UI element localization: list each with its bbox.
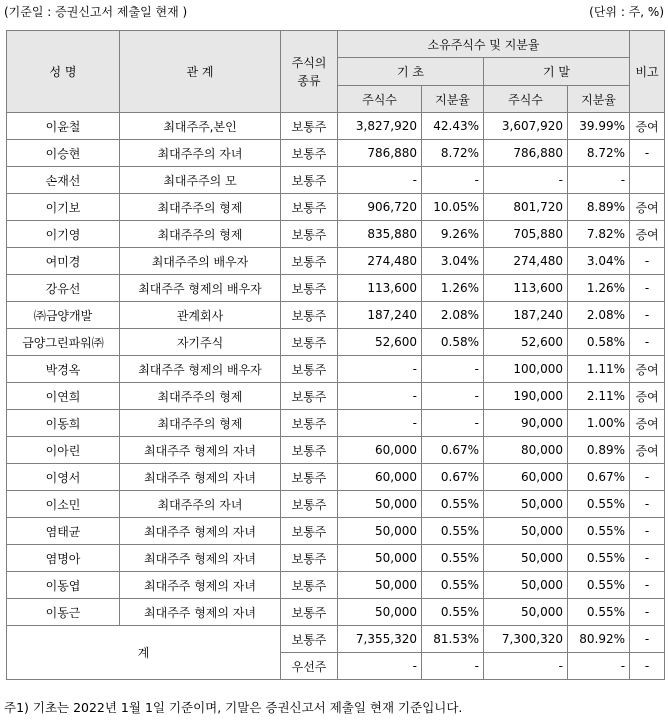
total-start-ratio-cell: - <box>422 653 484 680</box>
remark-cell: 증여 <box>630 194 665 221</box>
relation-cell: 최대주주 형제의 자녀 <box>120 518 281 545</box>
start-shares-cell: - <box>338 383 422 410</box>
total-start-shares-cell: 7,355,320 <box>338 626 422 653</box>
name-cell: 이윤철 <box>7 113 120 140</box>
total-row-common <box>7 626 665 653</box>
total-remark-cell: - <box>630 626 665 653</box>
start-shares-cell: 187,240 <box>338 302 422 329</box>
stock-type-cell: 보통주 <box>281 329 338 356</box>
start-ratio-cell: - <box>422 410 484 437</box>
start-ratio-cell: 3.04% <box>422 248 484 275</box>
start-shares-cell: - <box>338 410 422 437</box>
remark-cell: - <box>630 275 665 302</box>
end-ratio-cell: 2.11% <box>568 383 630 410</box>
start-ratio-cell: 0.55% <box>422 572 484 599</box>
name-cell: 염태균 <box>7 518 120 545</box>
table-row <box>7 410 665 437</box>
start-shares-cell: 52,600 <box>338 329 422 356</box>
stock-type-cell: 보통주 <box>281 248 338 275</box>
end-shares-cell: 190,000 <box>484 383 568 410</box>
remark-cell: - <box>630 518 665 545</box>
end-shares-cell: 113,600 <box>484 275 568 302</box>
relation-cell: 최대주주 형제의 배우자 <box>120 356 281 383</box>
end-ratio-cell: 8.72% <box>568 140 630 167</box>
table-row <box>7 545 665 572</box>
start-ratio-cell: 10.05% <box>422 194 484 221</box>
end-shares-cell: 786,880 <box>484 140 568 167</box>
total-remark-cell: - <box>630 653 665 680</box>
end-ratio-cell: 39.99% <box>568 113 630 140</box>
remark-cell: - <box>630 572 665 599</box>
total-start-shares-cell: - <box>338 653 422 680</box>
relation-cell: 최대주주의 자녀 <box>120 140 281 167</box>
relation-cell: 최대주주 형제의 자녀 <box>120 437 281 464</box>
col-start-header: 기 초 <box>338 58 484 86</box>
end-shares-cell: 100,000 <box>484 356 568 383</box>
remark-cell: 증여 <box>630 356 665 383</box>
start-ratio-cell: - <box>422 356 484 383</box>
name-cell: 이동희 <box>7 410 120 437</box>
name-cell: 이연희 <box>7 383 120 410</box>
remark-cell: 증여 <box>630 113 665 140</box>
start-shares-cell: - <box>338 167 422 194</box>
relation-cell: 최대주주의 모 <box>120 167 281 194</box>
name-cell: 이영서 <box>7 464 120 491</box>
end-shares-cell: 80,000 <box>484 437 568 464</box>
end-shares-cell: 50,000 <box>484 572 568 599</box>
stock-type-cell: 보통주 <box>281 140 338 167</box>
total-end-ratio-cell: - <box>568 653 630 680</box>
relation-cell: 최대주주의 형제 <box>120 221 281 248</box>
end-ratio-cell: 1.00% <box>568 410 630 437</box>
table-row <box>7 302 665 329</box>
total-label: 계 <box>7 626 281 680</box>
stock-type-cell: 보통주 <box>281 464 338 491</box>
end-ratio-cell: 0.55% <box>568 491 630 518</box>
start-ratio-cell: 8.72% <box>422 140 484 167</box>
name-cell: 손재선 <box>7 167 120 194</box>
end-ratio-cell: 0.89% <box>568 437 630 464</box>
col-name-header: 성 명 <box>7 31 120 113</box>
table-row <box>7 383 665 410</box>
name-cell: 이소민 <box>7 491 120 518</box>
relation-cell: 최대주주의 형제 <box>120 383 281 410</box>
end-ratio-cell: 0.55% <box>568 518 630 545</box>
start-shares-cell: 906,720 <box>338 194 422 221</box>
remark-cell <box>630 167 665 194</box>
start-shares-cell: 274,480 <box>338 248 422 275</box>
col-end-header: 기 말 <box>484 58 630 86</box>
table-body <box>7 113 665 680</box>
relation-cell: 최대주주 형제의 자녀 <box>120 464 281 491</box>
remark-cell: 증여 <box>630 383 665 410</box>
table-caption <box>4 3 664 21</box>
start-shares-cell: 60,000 <box>338 464 422 491</box>
relation-cell: 관계회사 <box>120 302 281 329</box>
name-cell: 강유선 <box>7 275 120 302</box>
start-shares-cell: 786,880 <box>338 140 422 167</box>
end-shares-cell: 274,480 <box>484 248 568 275</box>
end-ratio-cell: 8.89% <box>568 194 630 221</box>
table-row <box>7 464 665 491</box>
stock-type-cell: 보통주 <box>281 383 338 410</box>
start-ratio-cell: 0.55% <box>422 491 484 518</box>
name-cell: 금양그린파워㈜ <box>7 329 120 356</box>
table-row <box>7 572 665 599</box>
start-ratio-cell: 0.55% <box>422 518 484 545</box>
start-ratio-cell: 0.67% <box>422 437 484 464</box>
start-ratio-cell: 0.55% <box>422 599 484 626</box>
total-stock-type-cell: 우선주 <box>281 653 338 680</box>
relation-cell: 최대주주의 형제 <box>120 410 281 437</box>
start-shares-cell: 50,000 <box>338 545 422 572</box>
end-ratio-cell: 0.58% <box>568 329 630 356</box>
total-stock-type-cell: 보통주 <box>281 626 338 653</box>
relation-cell: 최대주주 형제의 자녀 <box>120 599 281 626</box>
col-start-ratio-header: 지분율 <box>422 86 484 113</box>
remark-cell: 증여 <box>630 221 665 248</box>
relation-cell: 최대주주 형제의 자녀 <box>120 572 281 599</box>
start-shares-cell: 50,000 <box>338 572 422 599</box>
remark-cell: - <box>630 545 665 572</box>
end-ratio-cell: 1.11% <box>568 356 630 383</box>
name-cell: 이승현 <box>7 140 120 167</box>
table-row <box>7 491 665 518</box>
basis-date-note: (기준일 : 증권신고서 제출일 현재 ) <box>4 5 188 19</box>
col-remark-header: 비고 <box>630 31 665 113</box>
start-shares-cell: 50,000 <box>338 491 422 518</box>
start-shares-cell: 113,600 <box>338 275 422 302</box>
end-shares-cell: 50,000 <box>484 599 568 626</box>
start-shares-cell: 50,000 <box>338 518 422 545</box>
end-ratio-cell: - <box>568 167 630 194</box>
name-cell: 이기영 <box>7 221 120 248</box>
stock-type-cell: 보통주 <box>281 302 338 329</box>
end-ratio-cell: 0.55% <box>568 572 630 599</box>
relation-cell: 최대주주 형제의 자녀 <box>120 545 281 572</box>
col-holdings-header: 소유주식수 및 지분율 <box>338 31 630 58</box>
end-ratio-cell: 1.26% <box>568 275 630 302</box>
table-row <box>7 194 665 221</box>
end-shares-cell: - <box>484 167 568 194</box>
remark-cell: - <box>630 248 665 275</box>
unit-note: (단위 : 주, %) <box>589 5 664 19</box>
end-shares-cell: 187,240 <box>484 302 568 329</box>
end-shares-cell: 52,600 <box>484 329 568 356</box>
start-ratio-cell: - <box>422 167 484 194</box>
start-ratio-cell: 0.67% <box>422 464 484 491</box>
stock-type-cell: 보통주 <box>281 194 338 221</box>
end-ratio-cell: 3.04% <box>568 248 630 275</box>
remark-cell: - <box>630 599 665 626</box>
total-end-shares-cell: - <box>484 653 568 680</box>
start-shares-cell: 835,880 <box>338 221 422 248</box>
table-row <box>7 140 665 167</box>
footnote: 주1) 기초는 2022년 1월 1일 기준이며, 기말은 증권신고서 제출일 현재 기준입니다. <box>4 700 463 715</box>
end-shares-cell: 3,607,920 <box>484 113 568 140</box>
start-ratio-cell: 0.58% <box>422 329 484 356</box>
remark-cell: - <box>630 464 665 491</box>
remark-cell: - <box>630 329 665 356</box>
end-ratio-cell: 0.55% <box>568 545 630 572</box>
remark-cell: 증여 <box>630 410 665 437</box>
stock-type-cell: 보통주 <box>281 275 338 302</box>
name-cell: 이아린 <box>7 437 120 464</box>
start-ratio-cell: - <box>422 383 484 410</box>
table-row <box>7 599 665 626</box>
name-cell: 이기보 <box>7 194 120 221</box>
relation-cell: 최대주주 형제의 배우자 <box>120 275 281 302</box>
end-shares-cell: 50,000 <box>484 545 568 572</box>
relation-cell: 최대주주의 배우자 <box>120 248 281 275</box>
total-start-ratio-cell: 81.53% <box>422 626 484 653</box>
name-cell: ㈜금양개발 <box>7 302 120 329</box>
col-relation-header: 관 계 <box>120 31 281 113</box>
name-cell: 여미경 <box>7 248 120 275</box>
total-end-shares-cell: 7,300,320 <box>484 626 568 653</box>
stock-type-cell: 보통주 <box>281 545 338 572</box>
name-cell: 이동엽 <box>7 572 120 599</box>
stock-type-cell: 보통주 <box>281 572 338 599</box>
remark-cell: - <box>630 140 665 167</box>
table-row <box>7 437 665 464</box>
start-shares-cell: 60,000 <box>338 437 422 464</box>
stock-type-cell: 보통주 <box>281 491 338 518</box>
end-shares-cell: 50,000 <box>484 491 568 518</box>
start-ratio-cell: 0.55% <box>422 545 484 572</box>
start-ratio-cell: 42.43% <box>422 113 484 140</box>
table-row <box>7 248 665 275</box>
col-end-shares-header: 주식수 <box>484 86 568 113</box>
end-shares-cell: 90,000 <box>484 410 568 437</box>
start-shares-cell: - <box>338 356 422 383</box>
col-start-shares-header: 주식수 <box>338 86 422 113</box>
relation-cell: 최대주주,본인 <box>120 113 281 140</box>
start-ratio-cell: 9.26% <box>422 221 484 248</box>
remark-cell: - <box>630 302 665 329</box>
relation-cell: 최대주주의 형제 <box>120 194 281 221</box>
stock-type-cell: 보통주 <box>281 437 338 464</box>
end-shares-cell: 50,000 <box>484 518 568 545</box>
table-row <box>7 275 665 302</box>
stock-type-cell: 보통주 <box>281 356 338 383</box>
stock-type-cell: 보통주 <box>281 167 338 194</box>
relation-cell: 자기주식 <box>120 329 281 356</box>
remark-cell: 증여 <box>630 437 665 464</box>
start-ratio-cell: 2.08% <box>422 302 484 329</box>
table-row <box>7 356 665 383</box>
col-end-ratio-header: 지분율 <box>568 86 630 113</box>
col-stock-type-header: 주식의 종류 <box>281 31 338 113</box>
start-shares-cell: 50,000 <box>338 599 422 626</box>
end-shares-cell: 60,000 <box>484 464 568 491</box>
remark-cell: - <box>630 491 665 518</box>
table-row <box>7 329 665 356</box>
total-end-ratio-cell: 80.92% <box>568 626 630 653</box>
stock-type-cell: 보통주 <box>281 113 338 140</box>
stock-type-cell: 보통주 <box>281 221 338 248</box>
start-ratio-cell: 1.26% <box>422 275 484 302</box>
name-cell: 염명아 <box>7 545 120 572</box>
name-cell: 박경옥 <box>7 356 120 383</box>
stock-type-cell: 보통주 <box>281 518 338 545</box>
end-shares-cell: 801,720 <box>484 194 568 221</box>
table-row <box>7 518 665 545</box>
end-ratio-cell: 0.55% <box>568 599 630 626</box>
end-ratio-cell: 0.67% <box>568 464 630 491</box>
table-row <box>7 113 665 140</box>
end-ratio-cell: 2.08% <box>568 302 630 329</box>
stock-type-cell: 보통주 <box>281 599 338 626</box>
table-header <box>7 31 665 113</box>
end-ratio-cell: 7.82% <box>568 221 630 248</box>
name-cell: 이동근 <box>7 599 120 626</box>
stock-type-cell: 보통주 <box>281 410 338 437</box>
end-shares-cell: 705,880 <box>484 221 568 248</box>
table-row <box>7 221 665 248</box>
table-row <box>7 167 665 194</box>
start-shares-cell: 3,827,920 <box>338 113 422 140</box>
relation-cell: 최대주주의 자녀 <box>120 491 281 518</box>
shareholding-table <box>6 30 665 680</box>
